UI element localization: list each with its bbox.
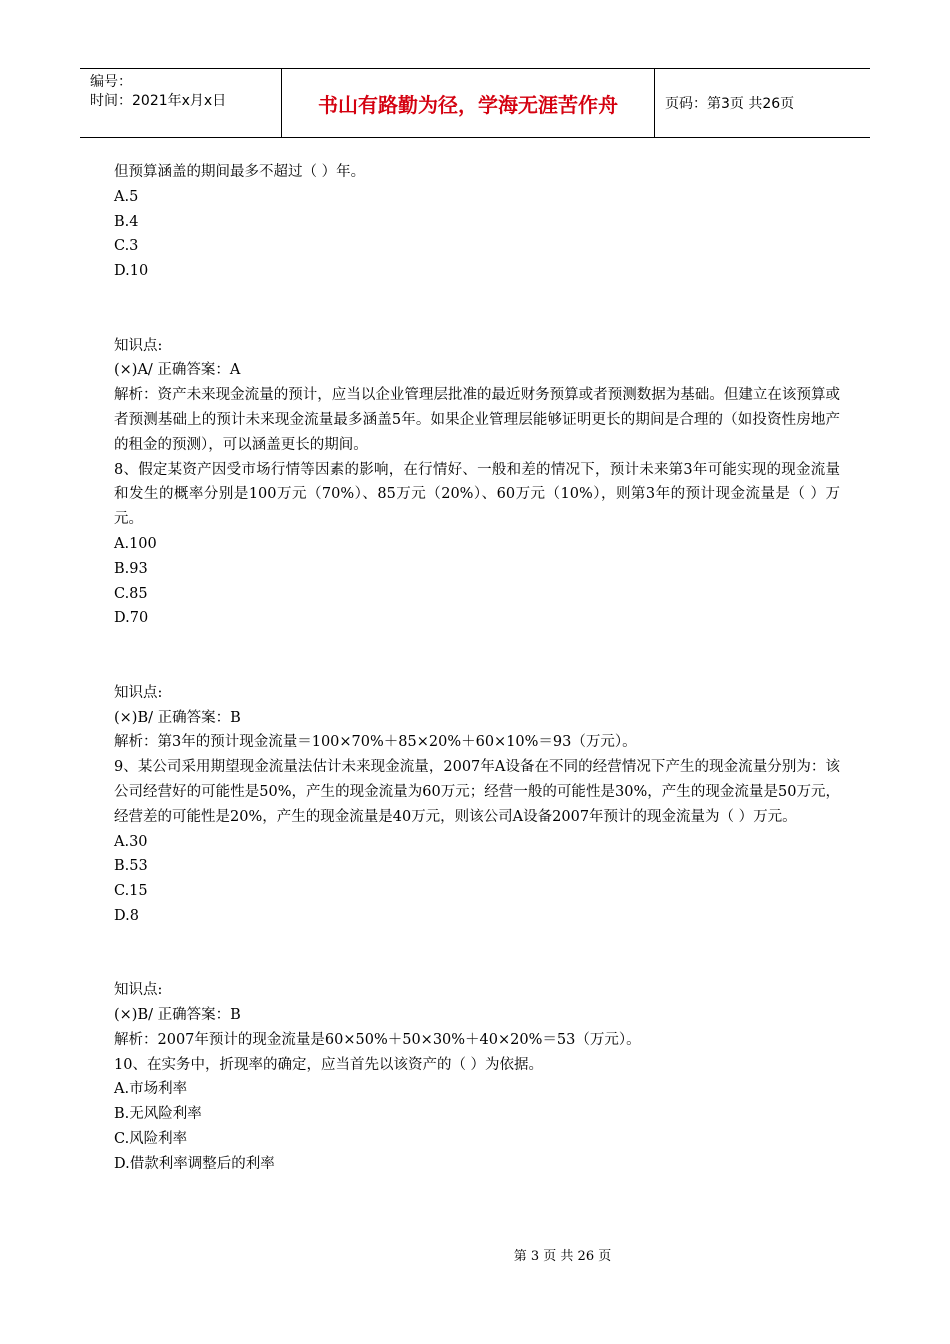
spacer: [114, 929, 840, 979]
spacer: [114, 631, 840, 681]
question-7-stem: 但预算涵盖的期间最多不超过（ ）年。: [114, 164, 366, 180]
analysis-text: 解析：第3年的预计现金流量＝100×70%＋85×20%＋60×10%＝93（万元）。: [114, 734, 637, 751]
option-d: D.70: [114, 610, 149, 627]
option-d: D.8: [114, 907, 139, 924]
analysis-text: 解析：2007年预计的现金流量是60×50%＋50×30%＋40×20%＝53（万元）。: [114, 1031, 641, 1048]
answer-line: (×)B/ 正确答案：B: [114, 709, 241, 726]
option-d: D.10: [114, 263, 149, 280]
document-body: [114, 160, 840, 1177]
question-8-stem: 8、假定某资产因受市场行情等因素的影响，在行情好、一般和差的情况下，预计未来第3年可能实现的现金流量和发生的概率分别是100万元（70%）、85万元（20%）、60万元（10%），则第3年的预计现金流量是（ ）万元。: [114, 461, 840, 528]
spacer: [114, 284, 840, 334]
answer-line: (×)B/ 正确答案：B: [114, 1007, 241, 1024]
option-d: D.借款利率调整后的利率: [114, 1155, 275, 1172]
option-c: C.3: [114, 238, 139, 255]
page-header: [80, 68, 870, 138]
knowledge-label: 知识点:: [114, 982, 163, 999]
option-b: B.93: [114, 560, 148, 577]
option-a: A.市场利率: [114, 1081, 188, 1098]
option-c: C.85: [114, 585, 148, 602]
date-label: 时间：2021年x月x日: [90, 93, 227, 109]
header-divider: [654, 69, 655, 137]
header-motto: 书山有路勤为径，学海无涯苦作舟: [318, 92, 618, 117]
option-b: B.53: [114, 858, 148, 875]
option-b: B.无风险利率: [114, 1106, 202, 1123]
knowledge-label: 知识点:: [114, 337, 163, 354]
option-a: A.5: [114, 188, 139, 205]
answer-line: (×)A/ 正确答案：A: [114, 362, 241, 379]
option-a: A.30: [114, 833, 148, 850]
option-c: C.15: [114, 883, 148, 900]
header-meta: [90, 73, 226, 111]
option-a: A.100: [114, 535, 157, 552]
question-9-stem: 9、某公司采用期望现金流量法估计未来现金流量，2007年A设备在不同的经营情况下产生的现金流量分别为：该公司经营好的可能性是50%，产生的现金流量为60万元；经营一般的可能性是30%，产生的现金流量是50万元，经营差的可能性是20%，产生的现金流量是40万元，则该公司A设备2007年预计的现金流量为（ ）万元。: [114, 759, 840, 825]
option-b: B.4: [114, 213, 139, 230]
question-10-stem: 10、在实务中，折现率的确定，应当首先以该资产的（ ）为依据。: [114, 1056, 544, 1073]
knowledge-label: 知识点:: [114, 684, 163, 701]
header-page-number: 页码：第3页 共26页: [665, 96, 795, 112]
option-c: C.风险利率: [114, 1131, 188, 1148]
analysis-text: 解析：资产未来现金流量的预计，应当以企业管理层批准的最近财务预算或者预测数据为基础。但建立在该预算或者预测基础上的预计未来现金流量最多涵盖5年。如果企业管理层能够证明更长的期间是合理的（如投资性房地产的租金的预测），可以涵盖更长的期间。: [114, 387, 840, 453]
page-footer: 第 3 页 共 26 页: [513, 1249, 612, 1264]
serial-label: 编号：: [90, 74, 132, 90]
